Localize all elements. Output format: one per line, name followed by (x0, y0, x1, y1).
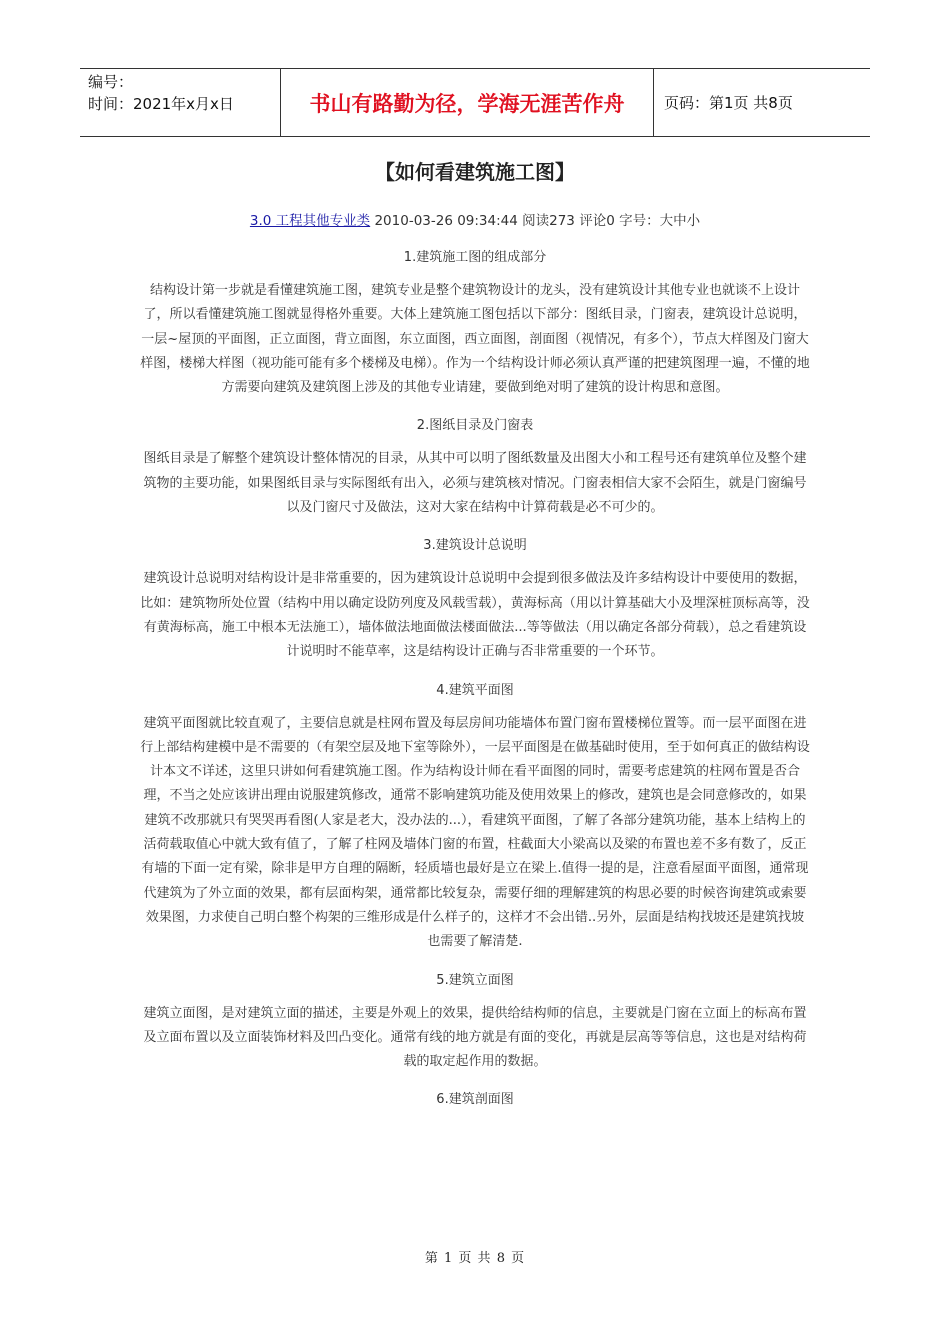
section-paragraph: 建筑平面图就比较直观了，主要信息就是柱网布置及每层房间功能墙体布置门窗布置楼梯位置等。而一层平面图在进行上部结构建模中是不需要的（有架空层及地下室等除外），一层平面图是在做基础时使用，至于如何真正的做结构设计本文不详述，这里只讲如何看建筑施工图。作为结构设计师在看平面图的同时，需要考虑建筑的柱网布置是否合理，不当之处应该讲出理由说服建筑修改，通常不影响建筑功能及使用效果上的修改，建筑也是会同意修改的，如果建筑不改那就只有哭哭再看图(人家是老大，没办法的...），看建筑平面图，了解了各部分建筑功能，基本上结构上的活荷载取值心中就大致有值了，了解了柱网及墙体门窗的布置，柱截面大小梁高以及梁的布置也差不多有数了，反正有墙的下面一定有梁，除非是甲方自理的隔断，轻质墙也最好是立在梁上.值得一提的是，注意看屋面平面图，通常现代建筑为了外立面的效果，都有层面构架，通常都比较复杂，需要仔细的理解建筑的构思必要的时候咨询建筑或索要效果图，力求使自己明白整个构架的三维形成是什么样子的，这样才不会出错..另外，层面是结构找坡还是建筑找坡也需要了解清楚. (140, 715, 810, 950)
document-header (80, 68, 870, 137)
article-body (140, 244, 810, 1107)
article-meta (0, 209, 950, 229)
number-label: 编号： (88, 73, 134, 91)
section-heading: 6.建筑剖面图 (436, 1092, 514, 1108)
header-page-label: 页码：第1页 共8页 (664, 94, 793, 112)
time-label: 时间：2021年x月x日 (88, 95, 234, 113)
section-heading: 1.建筑施工图的组成部分 (403, 250, 547, 265)
header-info-cell (80, 69, 281, 136)
meta-info: 2010-03-26 09:34:44 阅读273 评论0 字号：大中小 (370, 213, 701, 229)
section-paragraph: 结构设计第一步就是看懂建筑施工图，建筑专业是整个建筑物设计的龙头，没有建筑设计其他专业也就谈不上设计了，所以看懂建筑施工图就显得格外重要。大体上建筑施工图包括以下部分：图纸目录，门窗表，建筑设计总说明，一层~屋顶的平面图，正立面图，背立面图，东立面图，西立面图，剖面图（视情况，有多个），节点大样图及门窗大样图，楼梯大样图（视功能可能有多个楼梯及电梯）。作为一个结构设计师必须认真严谨的把建筑图理一遍，不懂的地方需要向建筑及建筑图上涉及的其他专业请建，要做到绝对明了建筑的设计构思和意图。 (140, 283, 810, 396)
section-heading: 3.建筑设计总说明 (423, 538, 527, 554)
section-paragraph: 建筑立面图，是对建筑立面的描述，主要是外观上的效果，提供给结构师的信息，主要就是门窗在立面上的标高布置及立面布置以及立面装饰材料及凹凸变化。通常有线的地方就是有面的变化，再就是层高等等信息，这也是对结构荷载的取定起作用的数据。 (143, 1005, 807, 1070)
header-motto: 书山有路勤为径，学海无涯苦作舟 (281, 69, 654, 136)
section-paragraph: 图纸目录是了解整个建筑设计整体情况的目录，从其中可以明了图纸数量及出图大小和工程号还有建筑单位及整个建筑物的主要功能，如果图纸目录与实际图纸有出入，必须与建筑核对情况。门窗表相信大家不会陌生，就是门窗编号以及门窗尺寸及做法，这对大家在结构中计算荷载是必不可少的。 (143, 451, 807, 516)
section-paragraph: 建筑设计总说明对结构设计是非常重要的，因为建筑设计总说明中会提到很多做法及许多结构设计中要使用的数据，比如：建筑物所处位置（结构中用以确定设防列度及风载雪载），黄海标高（用以计算基础大小及埋深桩顶标高等，没有黄海标高，施工中根本无法施工），墙体做法地面做法楼面做法...等等做法（用以确定各部分荷载），总之看建筑设计说明时不能草率，这是结构设计正确与否非常重要的一个环节。 (140, 571, 810, 660)
section-heading: 2.图纸目录及门窗表 (416, 418, 534, 434)
document-title: 【如何看建筑施工图】 (375, 160, 575, 184)
section-heading: 4.建筑平面图 (436, 682, 514, 698)
page-footer: 第 1 页 共 8 页 (424, 1251, 526, 1266)
section-heading: 5.建筑立面图 (436, 972, 514, 988)
category-link[interactable]: 3.0 工程其他专业类 (249, 213, 371, 229)
